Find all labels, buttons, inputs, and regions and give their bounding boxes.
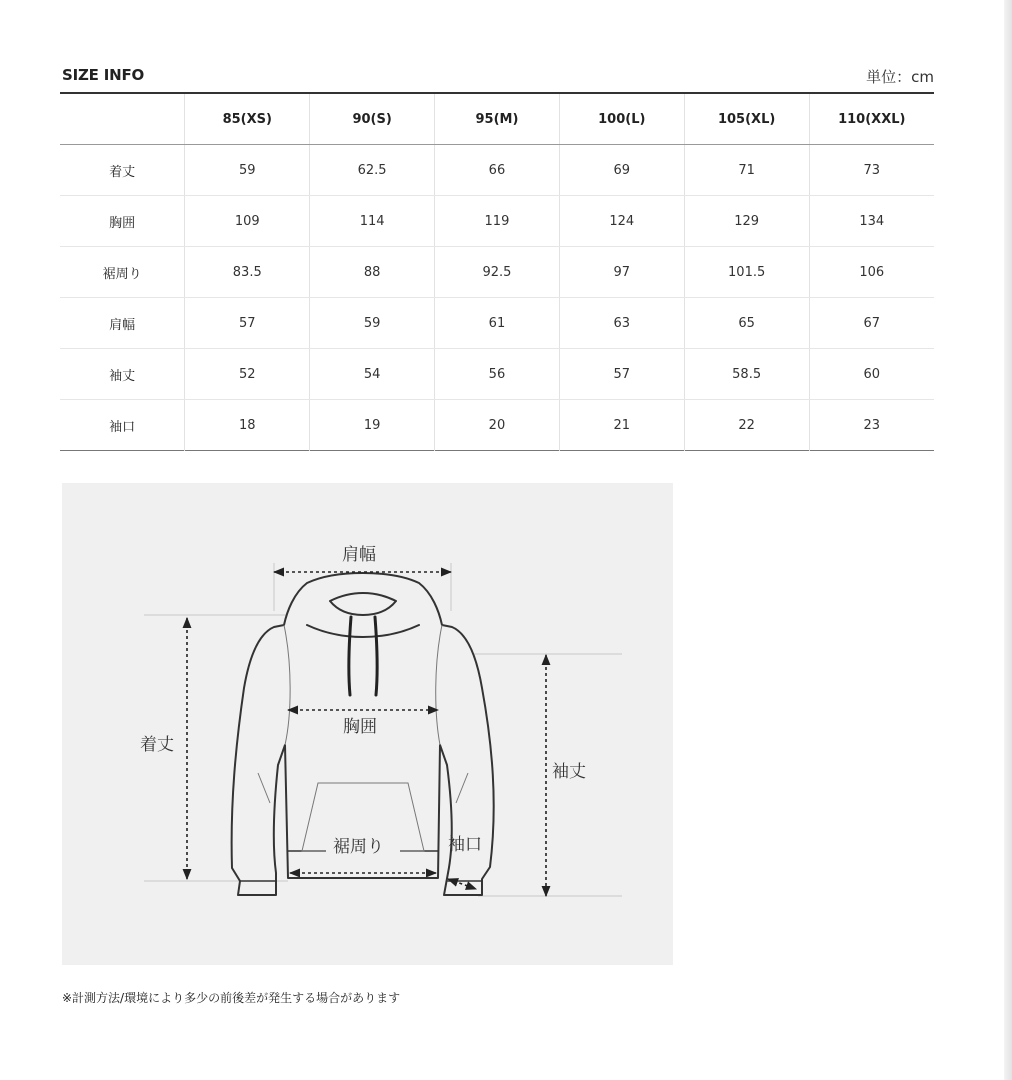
hoodie-measurement-diagram (62, 483, 673, 965)
table-cell: 129 (684, 196, 809, 247)
table-cell: 57 (559, 349, 684, 400)
table-cell: 71 (684, 145, 809, 196)
table-cell: 119 (435, 196, 560, 247)
table-cell: 57 (185, 298, 310, 349)
table-cell: 92.5 (435, 247, 560, 298)
table-cell: 109 (185, 196, 310, 247)
header-cell-m: 95(M) (435, 93, 560, 145)
table-header-row (60, 93, 934, 145)
table-cell: 22 (684, 400, 809, 451)
table-cell: 73 (809, 145, 934, 196)
table-cell: 60 (809, 349, 934, 400)
page-edge (1004, 0, 1012, 1080)
row-label: 肩幅 (60, 298, 185, 349)
header-cell-l: 100(L) (559, 93, 684, 145)
table-cell: 54 (310, 349, 435, 400)
table-cell: 63 (559, 298, 684, 349)
table-row (60, 145, 934, 196)
table-cell: 59 (185, 145, 310, 196)
table-cell: 114 (310, 196, 435, 247)
table-cell: 65 (684, 298, 809, 349)
length-label: 着丈 (140, 735, 174, 755)
unit-label: 単位：cm (866, 68, 934, 86)
chest-label: 胸囲 (343, 717, 377, 737)
size-table (60, 92, 934, 451)
table-row (60, 196, 934, 247)
table-cell: 61 (435, 298, 560, 349)
header-corner-cell (60, 93, 185, 145)
table-cell: 67 (809, 298, 934, 349)
table-cell: 21 (559, 400, 684, 451)
table-cell: 69 (559, 145, 684, 196)
row-label: 着丈 (60, 145, 185, 196)
header-cell-xxl: 110(XXL) (809, 93, 934, 145)
table-row (60, 247, 934, 298)
table-row (60, 400, 934, 451)
row-label: 胸囲 (60, 196, 185, 247)
row-label: 裾周り (60, 247, 185, 298)
row-label: 袖丈 (60, 349, 185, 400)
table-cell: 23 (863, 417, 881, 433)
table-cell: 59 (310, 298, 435, 349)
table-cell: 134 (809, 196, 934, 247)
sleeve-label: 袖丈 (552, 762, 586, 782)
table-cell: 124 (559, 196, 684, 247)
table-cell: 56 (435, 349, 560, 400)
table-cell: 20 (435, 400, 560, 451)
header-cell-xs: 85(XS) (185, 93, 310, 145)
header-cell-xl: 105(XL) (684, 93, 809, 145)
hem-label: 裾周り (333, 837, 384, 857)
table-cell: 83.5 (185, 247, 310, 298)
shoulder-label: 肩幅 (342, 545, 376, 565)
table-cell: 52 (185, 349, 310, 400)
row-label: 袖口 (60, 400, 185, 451)
header-cell-s: 90(S) (310, 93, 435, 145)
table-cell: 66 (435, 145, 560, 196)
table-cell: 19 (310, 400, 435, 451)
size-info-title: SIZE INFO (62, 66, 145, 84)
table-row (60, 349, 934, 400)
size-info-header (62, 66, 934, 88)
table-cell: 106 (809, 247, 934, 298)
measurement-note: ※計測方法/環境により多少の前後差が発生する場合があります (62, 991, 401, 1005)
table-cell: 88 (310, 247, 435, 298)
table-cell: 62.5 (310, 145, 435, 196)
table-cell: 58.5 (684, 349, 809, 400)
cuff-label: 袖口 (448, 835, 482, 855)
table-cell: 97 (559, 247, 684, 298)
table-cell: 18 (185, 400, 310, 451)
table-row (60, 298, 934, 349)
table-cell: 101.5 (684, 247, 809, 298)
